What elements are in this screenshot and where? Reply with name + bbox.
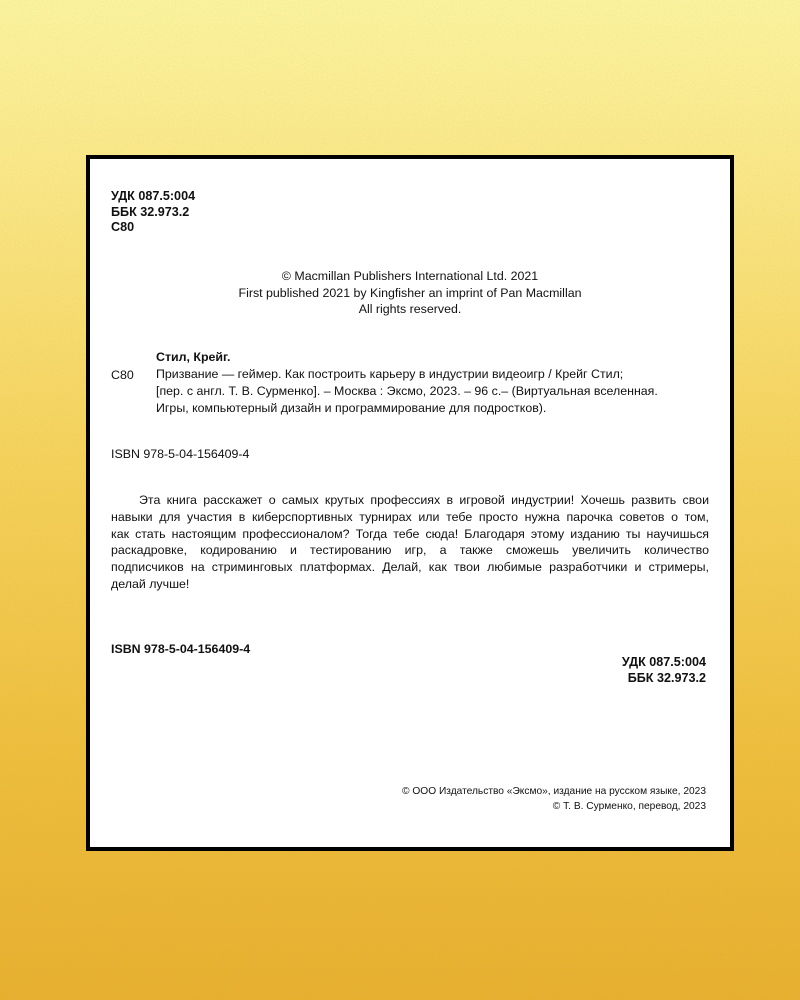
author-name: Стил, Крейг.: [156, 350, 231, 364]
annotation-line: подписчиков на стриминговых платформах. Делай, как твои любимые разработчики и стримеры,: [111, 560, 709, 575]
annotation-line: как стать настоящим профессионалом? Тогда тебе сюда! Благодаря этому изданию ты научишься: [111, 526, 709, 541]
annotation-line: раскадровке, кодированию и тестированию игр, а также сможешь увеличить количество: [111, 543, 709, 558]
bibliographic-record: [156, 349, 658, 417]
book-annotation: [111, 492, 709, 593]
udk-code: УДК 087.5:004: [111, 189, 196, 203]
bbk-code: ББК 32.973.2: [627, 670, 706, 685]
translation-copyright: © Т. В. Сурменко, перевод, 2023: [552, 800, 706, 812]
biblio-line: Игры, компьютерный дизайн и программирование для подростков).: [156, 401, 547, 415]
udk-code: УДК 087.5:004: [621, 655, 706, 669]
copyright-notice: [90, 268, 730, 318]
bbk-code: ББК 32.973.2: [111, 204, 190, 219]
copyright-line: © Macmillan Publishers International Ltd. 2021: [281, 269, 539, 283]
biblio-author-mark: С80: [111, 368, 134, 382]
annotation-line: навыки для участия в киберспортивных турнирах или тебе просто нужна парочка советов о том,: [111, 509, 709, 524]
rights-reserved-line: All rights reserved.: [358, 302, 462, 316]
author-mark: С80: [111, 220, 135, 234]
isbn-number: ISBN 978-5-04-156409-4: [111, 447, 250, 461]
first-published-line: First published 2021 by Kingfisher an imprint of Pan Macmillan: [238, 285, 582, 300]
biblio-line: [пер. с англ. Т. В. Сурменко]. – Москва : Эксмо, 2023. – 96 с.– (Виртуальная вселенная.: [156, 384, 658, 398]
annotation-line: делай лучше!: [111, 576, 190, 591]
biblio-line: Призвание — геймер. Как построить карьеру в индустрии видеоигр / Крейг Стил;: [156, 367, 624, 381]
publisher-copyright: © ООО Издательство «Эксмо», издание на русском языке, 2023: [402, 786, 706, 797]
classification-codes: [111, 189, 195, 236]
imprint-notice: [402, 785, 706, 814]
annotation-line: Эта книга расскажет о самых крутых профессиях в игровой индустрии! Хочешь развить свои: [139, 493, 709, 507]
copyright-page-card: [86, 155, 734, 851]
classification-codes-right: [622, 655, 706, 686]
isbn-bold: ISBN 978-5-04-156409-4: [111, 642, 251, 656]
